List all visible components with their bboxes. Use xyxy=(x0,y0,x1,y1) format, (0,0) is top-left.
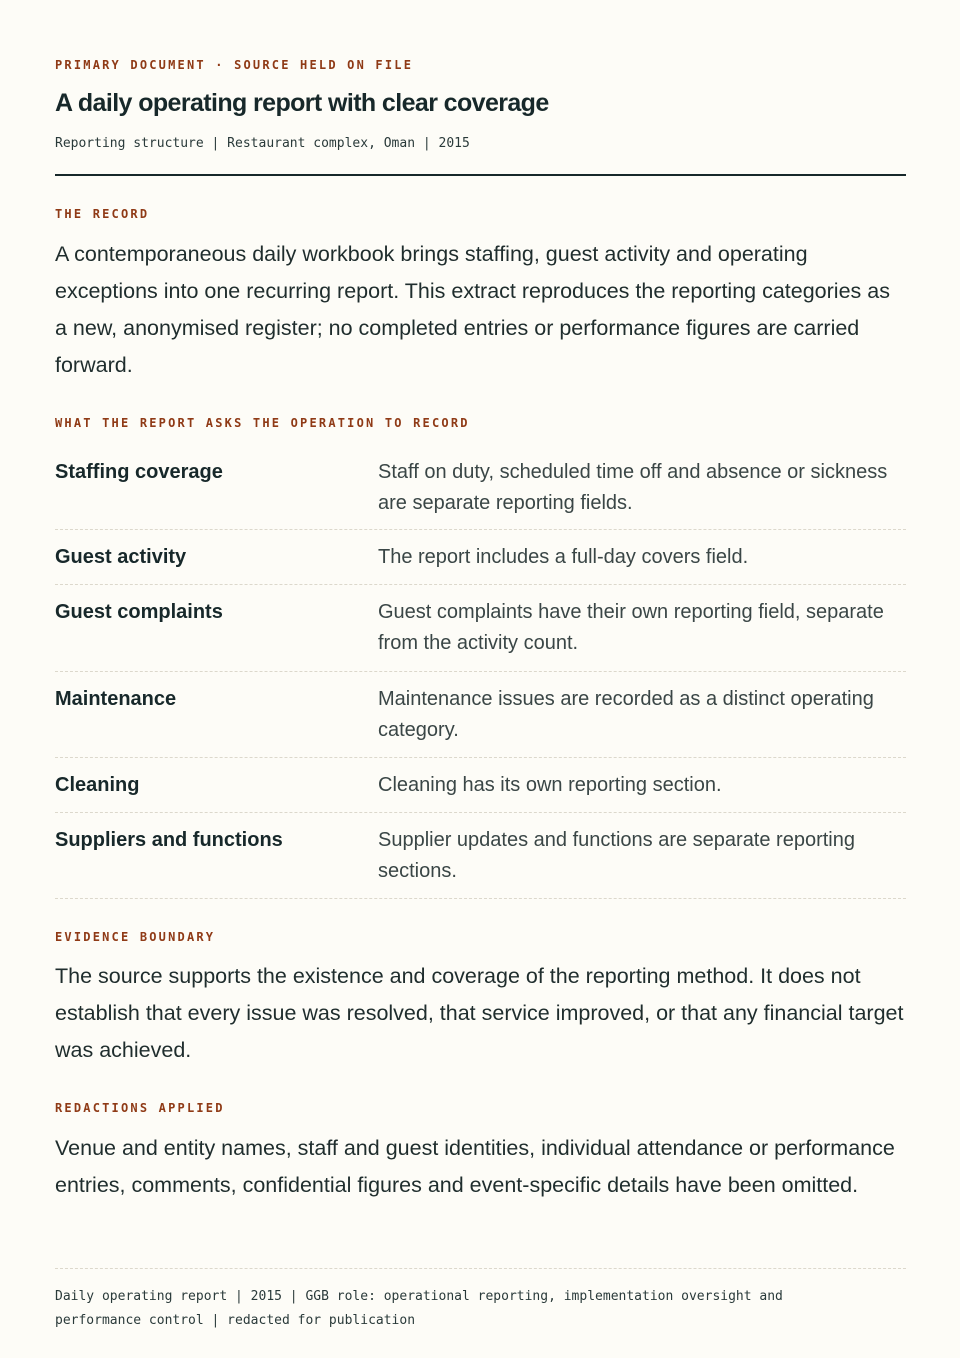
field-description: Supplier updates and functions are separate reporting sections. xyxy=(378,829,855,882)
document-subline: Reporting structure | Restaurant complex, Oman | 2015 xyxy=(55,136,470,151)
field-name: Suppliers and functions xyxy=(55,829,283,851)
redactions-section xyxy=(55,1130,906,1204)
reporting-fields-table xyxy=(55,446,906,899)
record-section xyxy=(55,236,906,384)
evidence-body: The source supports the existence and coverage of the reporting method. It does not establish that every issue was resolved, that service improved, or that any financial target was achieved. xyxy=(55,964,904,1062)
field-name: Guest activity xyxy=(55,546,187,568)
field-row xyxy=(55,585,906,672)
field-description: The report includes a full-day covers field. xyxy=(378,546,749,568)
field-name: Guest complaints xyxy=(55,601,223,623)
field-row xyxy=(55,813,906,899)
evidence-section xyxy=(55,958,906,1069)
page-title: A daily operating report with clear coverage xyxy=(55,89,549,117)
field-name: Staffing coverage xyxy=(55,461,223,483)
record-section-label: THE RECORD xyxy=(55,207,150,221)
field-row xyxy=(55,672,906,758)
document-kicker: PRIMARY DOCUMENT · SOURCE HELD ON FILE xyxy=(55,58,414,72)
field-row xyxy=(55,446,906,530)
field-row xyxy=(55,758,906,813)
redactions-body: Venue and entity names, staff and guest identities, individual attendance or performance entries, comments, confidential figures and event-specific details have been omitted. xyxy=(55,1136,895,1197)
field-description: Staff on duty, scheduled time off and absence or sickness are separate reporting fields. xyxy=(378,461,888,514)
redactions-section-label: REDACTIONS APPLIED xyxy=(55,1101,225,1115)
field-description: Guest complaints have their own reporting field, separate from the activity count. xyxy=(378,601,884,654)
fields-section-label: WHAT THE REPORT ASKS THE OPERATION TO RECORD xyxy=(55,416,470,430)
header-divider xyxy=(55,174,906,176)
footer-divider xyxy=(55,1268,906,1269)
evidence-section-label: EVIDENCE BOUNDARY xyxy=(55,930,216,944)
field-name: Maintenance xyxy=(55,688,177,710)
field-row xyxy=(55,530,906,585)
field-description: Cleaning has its own reporting section. xyxy=(378,774,722,796)
field-description: Maintenance issues are recorded as a distinct operating category. xyxy=(378,688,874,741)
field-name: Cleaning xyxy=(55,774,140,796)
record-body: A contemporaneous daily workbook brings staffing, guest activity and operating exceptions into one recurring report. This extract reproduces the reporting categories as a new, anonymised register; no completed entries or performance figures are carried forward. xyxy=(55,242,890,377)
document-footer: Daily operating report | 2015 | GGB role: operational reporting, implementation oversight and performance control | redacted for publication xyxy=(55,1289,783,1328)
